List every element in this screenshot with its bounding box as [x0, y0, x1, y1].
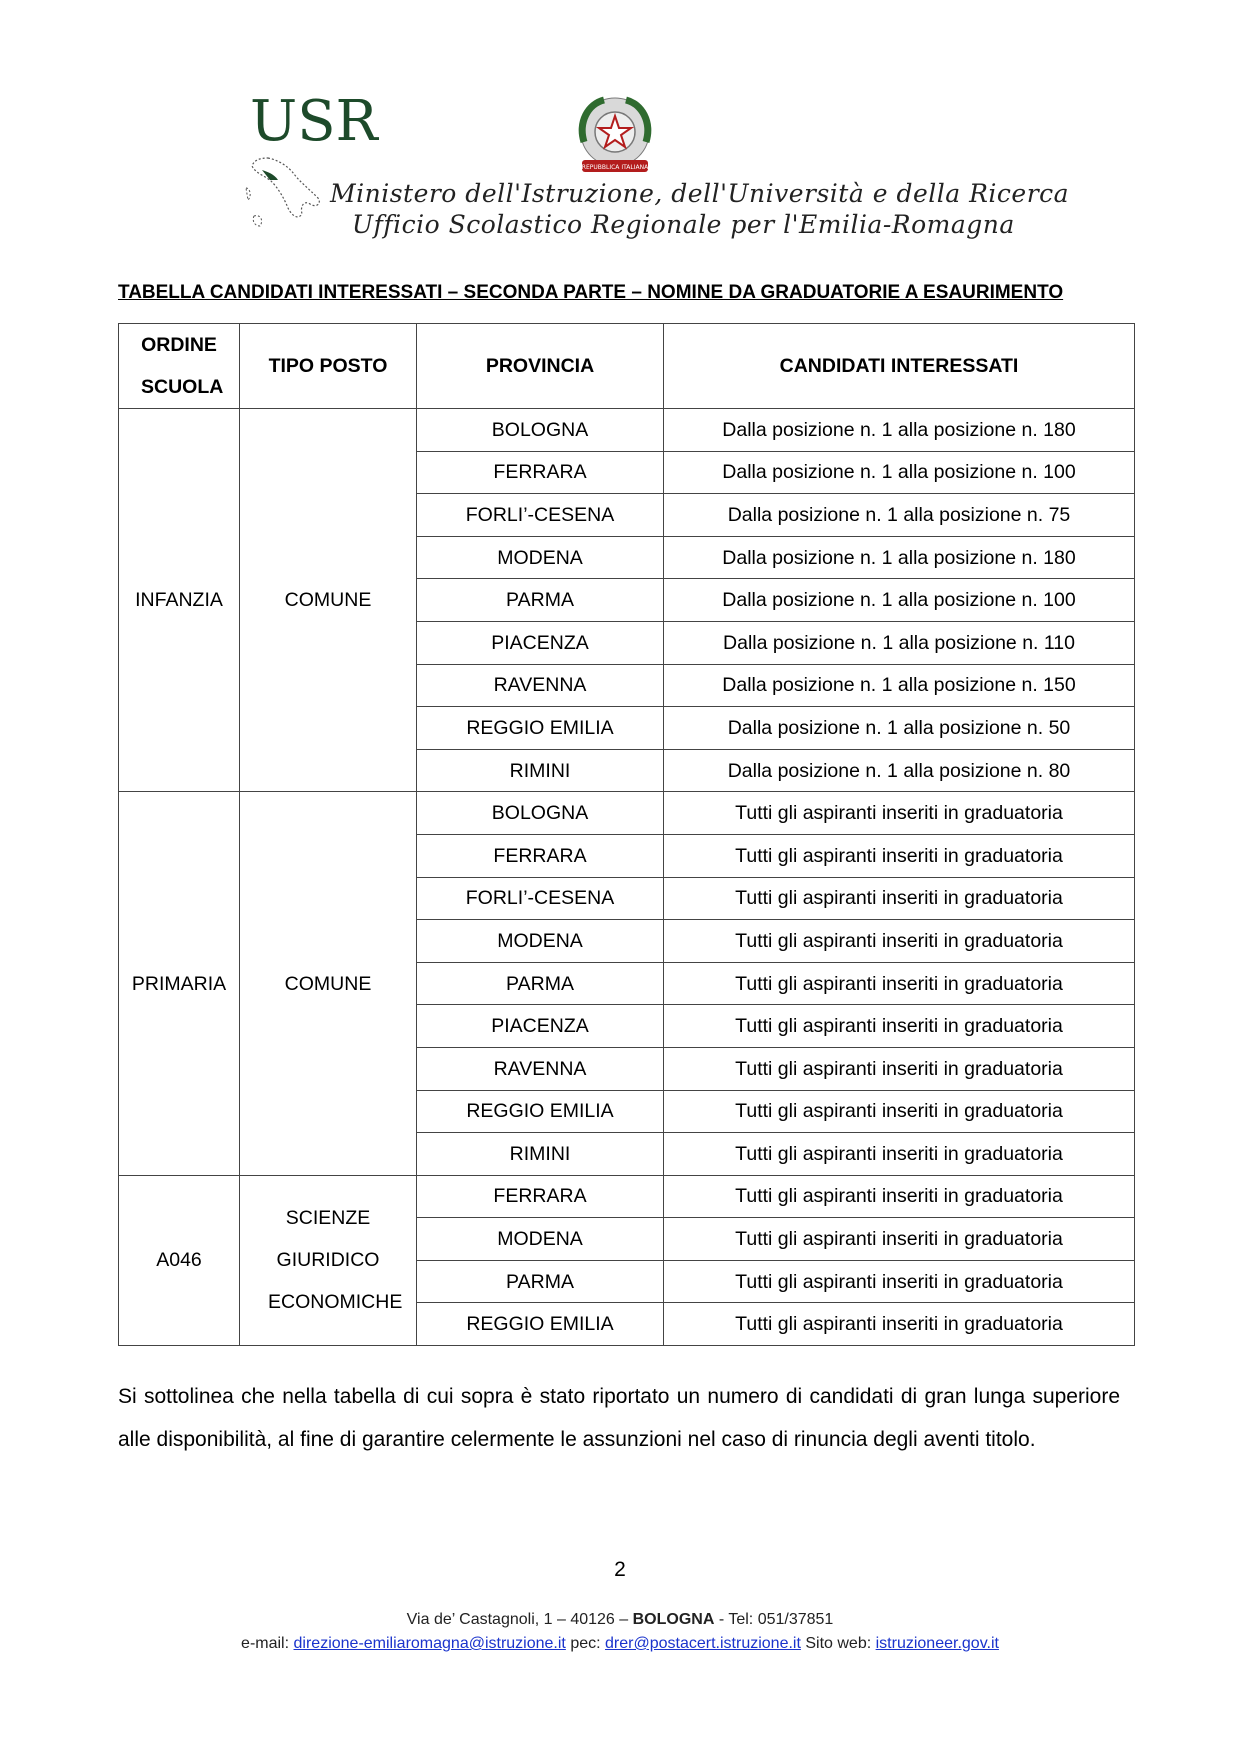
candidati-cell: Dalla posizione n. 1 alla posizione n. 100	[664, 451, 1135, 494]
provincia-cell: MODENA	[417, 920, 664, 963]
provincia-cell: REGGIO EMILIA	[417, 1303, 664, 1346]
table-row	[119, 409, 1135, 452]
provincia-cell: RAVENNA	[417, 1047, 664, 1090]
candidati-cell: Tutti gli aspiranti inseriti in graduatoria	[664, 1090, 1135, 1133]
usr-logo-text: USR	[250, 89, 378, 154]
candidati-cell: Tutti gli aspiranti inseriti in graduatoria	[664, 792, 1135, 835]
candidati-cell: Dalla posizione n. 1 alla posizione n. 80	[664, 749, 1135, 792]
email-link[interactable]: direzione-emiliaromagna@istruzione.it	[293, 1635, 566, 1652]
candidati-cell: Dalla posizione n. 1 alla posizione n. 100	[664, 579, 1135, 622]
candidati-cell: Tutti gli aspiranti inseriti in graduatoria	[664, 834, 1135, 877]
candidati-cell: Tutti gli aspiranti inseriti in graduatoria	[664, 1260, 1135, 1303]
header-provincia: PROVINCIA	[417, 324, 664, 409]
candidati-cell: Dalla posizione n. 1 alla posizione n. 180	[664, 536, 1135, 579]
candidati-cell: Dalla posizione n. 1 alla posizione n. 150	[664, 664, 1135, 707]
provincia-cell: PARMA	[417, 962, 664, 1005]
pec-label: pec:	[570, 1635, 601, 1652]
candidati-cell: Tutti gli aspiranti inseriti in graduatoria	[664, 1133, 1135, 1176]
website-link[interactable]: istruzioneer.gov.it	[875, 1635, 999, 1652]
provincia-cell: FERRARA	[417, 451, 664, 494]
header-candidati-interessati: CANDIDATI INTERESSATI	[664, 324, 1135, 409]
ordine-scuola-cell: PRIMARIA	[119, 792, 240, 1175]
usr-italy-logo	[248, 88, 378, 238]
provincia-cell: BOLOGNA	[417, 792, 664, 835]
candidati-cell: Tutti gli aspiranti inseriti in graduatoria	[664, 1047, 1135, 1090]
tipo-posto-cell: COMUNE	[240, 792, 417, 1175]
provincia-cell: MODENA	[417, 1218, 664, 1261]
provincia-cell: REGGIO EMILIA	[417, 707, 664, 750]
candidati-cell: Tutti gli aspiranti inseriti in graduatoria	[664, 920, 1135, 963]
candidati-cell: Dalla posizione n. 1 alla posizione n. 50	[664, 707, 1135, 750]
address-city: BOLOGNA	[632, 1611, 715, 1628]
candidati-cell: Tutti gli aspiranti inseriti in graduatoria	[664, 962, 1135, 1005]
emblem-ribbon-text: REPUBBLICA ITALIANA	[581, 164, 649, 171]
candidati-cell: Dalla posizione n. 1 alla posizione n. 180	[664, 409, 1135, 452]
ministry-heading	[330, 178, 1069, 240]
provincia-cell: FERRARA	[417, 834, 664, 877]
regional-office-name: Ufficio Scolastico Regionale per l'Emilia-Romagna	[352, 210, 1015, 239]
italian-republic-emblem-icon	[570, 92, 660, 180]
candidati-cell: Dalla posizione n. 1 alla posizione n. 110	[664, 621, 1135, 664]
candidates-table	[118, 323, 1135, 1346]
footer-address-line	[0, 1608, 1240, 1632]
provincia-cell: MODENA	[417, 536, 664, 579]
ordine-scuola-cell: A046	[119, 1175, 240, 1345]
web-label: Sito web:	[805, 1635, 872, 1652]
table-title: TABELLA CANDIDATI INTERESSATI – SECONDA PARTE – NOMINE DA GRADUATORIE A ESAURIMENTO	[118, 282, 1064, 303]
email-label: e-mail:	[241, 1635, 290, 1652]
table-header-row	[119, 324, 1135, 409]
candidati-cell: Tutti gli aspiranti inseriti in graduatoria	[664, 1218, 1135, 1261]
candidati-cell: Tutti gli aspiranti inseriti in graduatoria	[664, 877, 1135, 920]
tipo-posto-cell: SCIENZE GIURIDICO ECONOMICHE	[240, 1175, 417, 1345]
tipo-posto-cell: COMUNE	[240, 409, 417, 792]
provincia-cell: FERRARA	[417, 1175, 664, 1218]
footer-contacts-line	[0, 1632, 1240, 1656]
ministry-name: Ministero dell'Istruzione, dell'Università e della Ricerca	[330, 179, 1070, 208]
address-prefix: Via de’ Castagnoli, 1 – 40126 –	[406, 1611, 629, 1628]
provincia-cell: RIMINI	[417, 749, 664, 792]
provincia-cell: RAVENNA	[417, 664, 664, 707]
note-paragraph: Si sottolinea che nella tabella di cui sopra è stato riportato un numero di candidati di gran lunga superiore alle disponibilità, al fine di garantire celermente le assunzioni nel caso di rinuncia degli aventi titolo.	[118, 1385, 1120, 1451]
provincia-cell: PIACENZA	[417, 1005, 664, 1048]
candidati-cell: Dalla posizione n. 1 alla posizione n. 75	[664, 494, 1135, 537]
provincia-cell: PIACENZA	[417, 621, 664, 664]
address-phone: - Tel: 051/37851	[718, 1611, 834, 1628]
provincia-cell: PARMA	[417, 1260, 664, 1303]
header-ordine-scuola: ORDINE SCUOLA	[119, 324, 240, 409]
provincia-cell: FORLI’-CESENA	[417, 494, 664, 537]
candidati-cell: Tutti gli aspiranti inseriti in graduatoria	[664, 1175, 1135, 1218]
table-row	[119, 792, 1135, 835]
header-tipo-posto: TIPO POSTO	[240, 324, 417, 409]
candidati-cell: Tutti gli aspiranti inseriti in graduatoria	[664, 1303, 1135, 1346]
candidati-cell: Tutti gli aspiranti inseriti in graduatoria	[664, 1005, 1135, 1048]
ordine-scuola-cell: INFANZIA	[119, 409, 240, 792]
footer	[0, 1608, 1240, 1656]
provincia-cell: REGGIO EMILIA	[417, 1090, 664, 1133]
provincia-cell: FORLI’-CESENA	[417, 877, 664, 920]
provincia-cell: RIMINI	[417, 1133, 664, 1176]
page-number: 2	[614, 1558, 626, 1581]
provincia-cell: BOLOGNA	[417, 409, 664, 452]
pec-link[interactable]: drer@postacert.istruzione.it	[605, 1635, 801, 1652]
provincia-cell: PARMA	[417, 579, 664, 622]
table-row	[119, 1175, 1135, 1218]
letterhead	[0, 0, 1240, 250]
